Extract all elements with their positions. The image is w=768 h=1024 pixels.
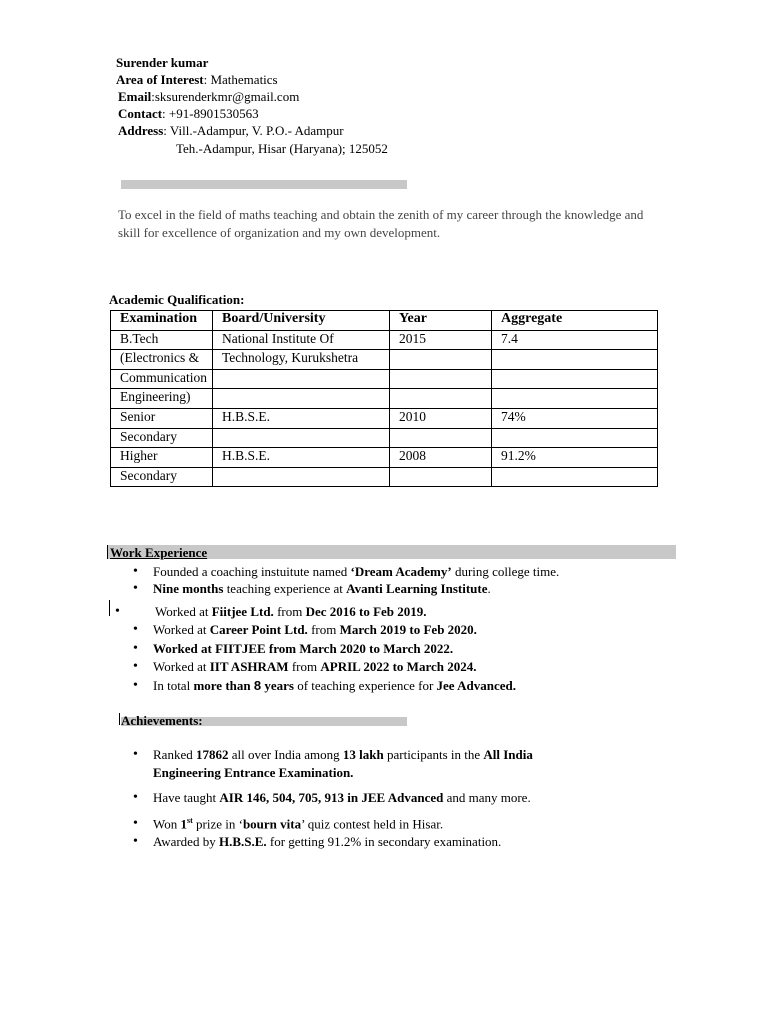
text-cursor: [109, 600, 110, 616]
list-item: • In total more than 8 years of teaching experience for Jee Advanced.: [133, 678, 516, 697]
list-item: • Have taught AIR 146, 504, 705, 913 in JEE Advanced and many more.: [133, 790, 533, 816]
table-cell: 2015: [390, 330, 492, 350]
list-item: • Nine months teaching experience at Avanti Learning Institute.: [133, 581, 559, 603]
table-cell: [492, 467, 658, 487]
table-row: [111, 369, 658, 389]
table-cell: Secondary: [111, 467, 213, 487]
text-cursor: [107, 545, 108, 559]
table-cell: Communication: [111, 369, 213, 389]
work-experience-title: Work Experience: [110, 545, 208, 560]
career-objective: To excel in the field of maths teaching and obtain the zenith of my career through the knowledge and skill for excellence of organization and my own development.: [118, 207, 644, 240]
table-cell: Secondary: [111, 428, 213, 448]
table-cell: National Institute Of: [213, 330, 390, 350]
address-line: Address: Vill.-Adampur, V. P.O.- Adampur: [118, 123, 344, 138]
table-cell: [492, 369, 658, 389]
list-item: • Worked at Career Point Ltd. from March 2019 to Feb 2020.: [133, 622, 516, 641]
header-board: Board/University: [213, 311, 390, 331]
table-cell: 74%: [492, 408, 658, 428]
table-cell: [492, 389, 658, 409]
table-row: [111, 408, 658, 428]
text-cursor: [119, 713, 120, 725]
table-cell: [390, 428, 492, 448]
table-cell: 91.2%: [492, 448, 658, 468]
table-cell: H.B.S.E.: [213, 408, 390, 428]
table-cell: [390, 467, 492, 487]
table-cell: [213, 389, 390, 409]
table-cell: 7.4: [492, 330, 658, 350]
area-of-interest: Area of Interest: Mathematics: [116, 72, 278, 87]
table-cell: [390, 350, 492, 370]
achievements-list: [133, 746, 533, 852]
table-cell: [213, 467, 390, 487]
table-cell: Senior: [111, 408, 213, 428]
table-row: [111, 448, 658, 468]
header-aggregate: Aggregate: [492, 311, 658, 331]
list-item: • Worked at FIITJEE from March 2020 to March 2022.: [133, 641, 516, 659]
table-header-row: [111, 311, 658, 331]
work-list-continued: [133, 622, 516, 697]
academic-title: Academic Qualification:: [109, 292, 245, 307]
table-cell: Higher: [111, 448, 213, 468]
table-cell: [390, 389, 492, 409]
table-row: [111, 350, 658, 370]
list-item: • Awarded by H.B.S.E. for getting 91.2% in secondary examination.: [133, 834, 533, 852]
table-cell: (Electronics &: [111, 350, 213, 370]
address-line-2: Teh.-Adampur, Hisar (Haryana); 125052: [176, 141, 388, 156]
header-year: Year: [390, 311, 492, 331]
candidate-name: Surender kumar: [116, 55, 209, 70]
table-row: [111, 389, 658, 409]
table-row: [111, 467, 658, 487]
email-line: Email:sksurenderkmr@gmail.com: [118, 89, 300, 104]
achievements-title: Achievements:: [121, 713, 203, 728]
list-item: • Won 1st prize in ‘bourn vita’ quiz contest held in Hisar.: [133, 816, 533, 834]
table-cell: 2008: [390, 448, 492, 468]
table-cell: B.Tech: [111, 330, 213, 350]
contact-line: Contact: +91-8901530563: [118, 106, 259, 121]
list-item: • Worked at IIT ASHRAM from APRIL 2022 to March 2024.: [133, 659, 516, 678]
bullet-marker: •: [115, 604, 120, 619]
table-cell: 2010: [390, 408, 492, 428]
table-cell: H.B.S.E.: [213, 448, 390, 468]
table-cell: [492, 428, 658, 448]
table-cell: Engineering): [111, 389, 213, 409]
section-divider: [121, 180, 407, 189]
table-cell: Technology, Kurukshetra: [213, 350, 390, 370]
table-row: [111, 428, 658, 448]
header-examination: Examination: [111, 311, 213, 331]
academic-table: [110, 310, 658, 487]
table-cell: [213, 369, 390, 389]
table-cell: [213, 428, 390, 448]
work-list: [133, 564, 559, 603]
list-item: Worked at Fiitjee Ltd. from Dec 2016 to Feb 2019.: [155, 604, 427, 619]
table-cell: [492, 350, 658, 370]
table-row: [111, 330, 658, 350]
list-item: • Founded a coaching instuitute named ‘Dream Academy’ during college time.: [133, 564, 559, 581]
table-cell: [390, 369, 492, 389]
list-item: • Ranked 17862 all over India among 13 lakh participants in the All India Engineering Entrance Examination.: [133, 746, 533, 790]
